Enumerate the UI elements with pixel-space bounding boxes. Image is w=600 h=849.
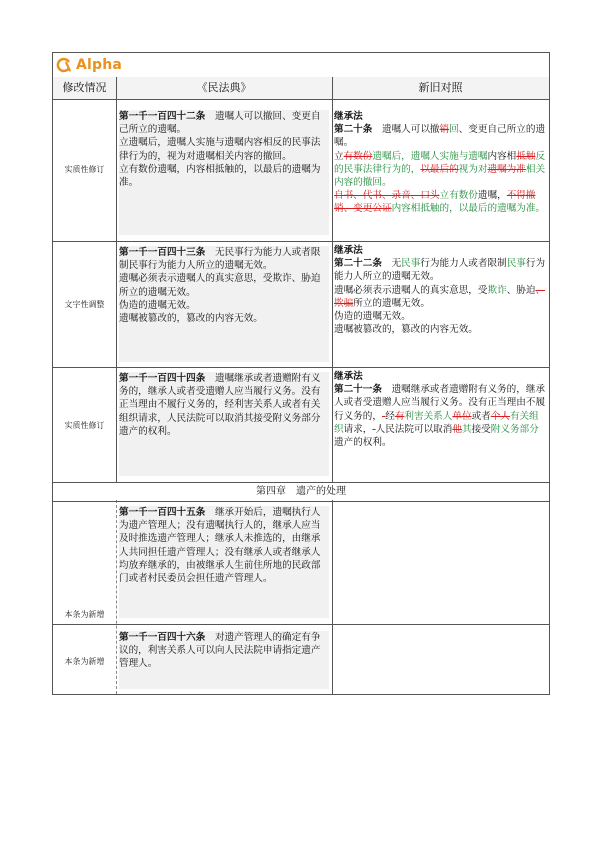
added-text: 欺诈 [487, 284, 507, 296]
header-old-new-compare: 新旧对照 [418, 81, 463, 94]
old-law-name: 继承法 [334, 111, 363, 122]
row-label: 实质性修订 [64, 165, 105, 174]
article-title: 第一千一百四十五条 [119, 507, 206, 518]
article-text: 立有数份遗嘱，内容相抵触的，以最后的遗嘱为准。 [119, 163, 321, 189]
added-text: 立有数份 [439, 190, 478, 202]
article-text: 伪造的遗嘱无效。 [119, 299, 196, 311]
article-text: 无民事行为能力人或者限制民事行为能力人所立的遗嘱无效。 [119, 247, 321, 272]
row-label: 本条为新增 [64, 610, 105, 619]
old-article-title: 第二十条 [334, 124, 373, 136]
added-text: 内容相抵触的，以最后的遗嘱为准。 [391, 203, 546, 215]
deleted-text: 个人 [490, 410, 510, 422]
row-label: 文字性调整 [64, 300, 105, 309]
old-article-title: 第二十二条 [334, 258, 382, 270]
deleted-text: 抵触 [516, 150, 536, 162]
divider [53, 367, 549, 368]
added-text: 附义务部分 [490, 423, 539, 435]
old-law-name: 继承法 [334, 371, 363, 382]
added-text: 民事 [401, 258, 421, 270]
article-text: 立遗嘱后，遗嘱人实施与遗嘱内容相反的民事法律行为的，视为对遗嘱相关内容的撤回。 [119, 137, 321, 162]
article-title: 第一千一百四十三条 [119, 247, 206, 258]
article-text: 遗嘱人可以撤回、变更自己所立的遗嘱。 [119, 111, 321, 136]
deleted-text: 不得撤销、变更公证 [334, 190, 536, 215]
divider [116, 77, 117, 482]
brand-logo [56, 55, 122, 75]
old-law-name: 继承法 [334, 245, 363, 256]
added-text: 遗嘱后，遗嘱人实施与遗嘱 [372, 150, 488, 162]
deleted-text: - [372, 423, 376, 435]
deleted-text: 有 [394, 410, 405, 422]
divider [332, 500, 333, 694]
civil-code-article [119, 506, 329, 618]
comparison-table [52, 52, 550, 695]
brand-bar [53, 53, 549, 78]
civil-code-article [119, 246, 329, 362]
deleted-text: 遗嘱为准 [487, 163, 526, 175]
deleted-text: - [381, 410, 386, 422]
divider [53, 624, 549, 625]
deleted-text: 他 [452, 423, 462, 435]
added-text: 其 [461, 423, 472, 435]
article-text: 继承开始后，遗嘱执行人为遗产管理人；没有遗嘱执行人的，继承人应当及时推选遗产管理人；继承人未推选的，由继承人共同担任遗产管理人；没有继承人或者继承人均放弃继承的，由被继承人生前住所地的民政部门或者村民委员会担任遗产管理人。 [119, 507, 321, 585]
added-text: 利害关系人 [404, 410, 453, 422]
added-text: 视为对 [458, 163, 488, 175]
deleted-text: 销 [439, 124, 450, 136]
header-civil-code: 《民法典》 [196, 81, 252, 94]
civil-code-article [119, 372, 329, 476]
old-new-comparison: 继承法 第二十条 遗嘱人可以撤销回、变更自己所立的遗嘱。 立有数份遗嘱后，遗嘱人实施与遗嘱内容相抵触反的民事法律行为的，以最后的视为对遗嘱为准相关内容的撤回。 自书、代书、录音、口头立有数份遗嘱，不得撤销、变更公证内容相抵触的，以最后的遗嘱为准。 [334, 111, 546, 215]
civil-code-article [119, 110, 329, 235]
deleted-text: 、欺骗 [334, 284, 546, 309]
added-text: 回 [449, 124, 459, 136]
divider [332, 77, 333, 482]
divider [53, 241, 549, 242]
old-new-comparison: 继承法 第二十一条 遗嘱继承或者遗赠附有义务的，继承人或者受遗赠人应当履行义务。没有正当理由不履行义务的，-经有利害关系人单位或者个人有关组织请求，-人民法院可以取消他其接受附义务部分遗产的权利。 [334, 371, 546, 449]
brand-name: Alpha [76, 57, 123, 73]
article-title: 第一千一百四十二条 [119, 111, 206, 122]
row-label: 实质性修订 [64, 421, 105, 430]
article-text: 遗嘱继承或者遗赠附有义务的，继承人或者受遗赠人应当履行义务。没有正当理由不履行义务的，经利害关系人或者有关组织请求，人民法院可以取消其接受附义务部分遗产的权利。 [119, 373, 321, 437]
deleted-text: 以最后的 [420, 163, 459, 175]
added-text: 反的民事法律行为的， [334, 150, 546, 175]
divider [116, 500, 117, 694]
deleted-text: 单位 [452, 410, 472, 422]
table-header [53, 77, 549, 100]
chapter-title: 第四章 遗产的处理 [53, 482, 549, 502]
added-text: 民事 [506, 258, 526, 270]
deleted-text: 自书、代书、录音、口头 [334, 190, 440, 202]
article-text: 遗嘱必须表示遗嘱人的真实意思，受欺诈、胁迫所立的遗嘱无效。 [119, 273, 321, 298]
added-text: 有关组织 [334, 410, 539, 435]
old-article-title: 第二十一条 [334, 384, 382, 396]
article-title: 第一千一百四十六条 [119, 632, 206, 643]
added-text: 相关内容的撤回。 [334, 163, 546, 189]
row-label: 本条为新增 [64, 657, 105, 666]
civil-code-article [119, 631, 329, 689]
deleted-text: 有数份 [343, 150, 373, 162]
article-text: 遗嘱被篡改的，篡改的内容无效。 [119, 313, 263, 325]
old-new-comparison: 继承法 第二十二条 无民事行为能力人或者限制民事行为能力人所立的遗嘱无效。 遗嘱必须表示遗嘱人的真实意思，受欺诈、胁迫、欺骗所立的遗嘱无效。 伪造的遗嘱无效。 遗嘱被篡改的，篡改的内容无效。 [334, 245, 546, 336]
article-text: 对遗产管理人的确定有争议的，利害关系人可以向人民法院申请指定遗产管理人。 [119, 632, 321, 670]
article-title: 第一千一百四十四条 [119, 373, 206, 384]
alpha-logo-icon [56, 57, 72, 73]
header-change-status: 修改情况 [62, 81, 107, 94]
